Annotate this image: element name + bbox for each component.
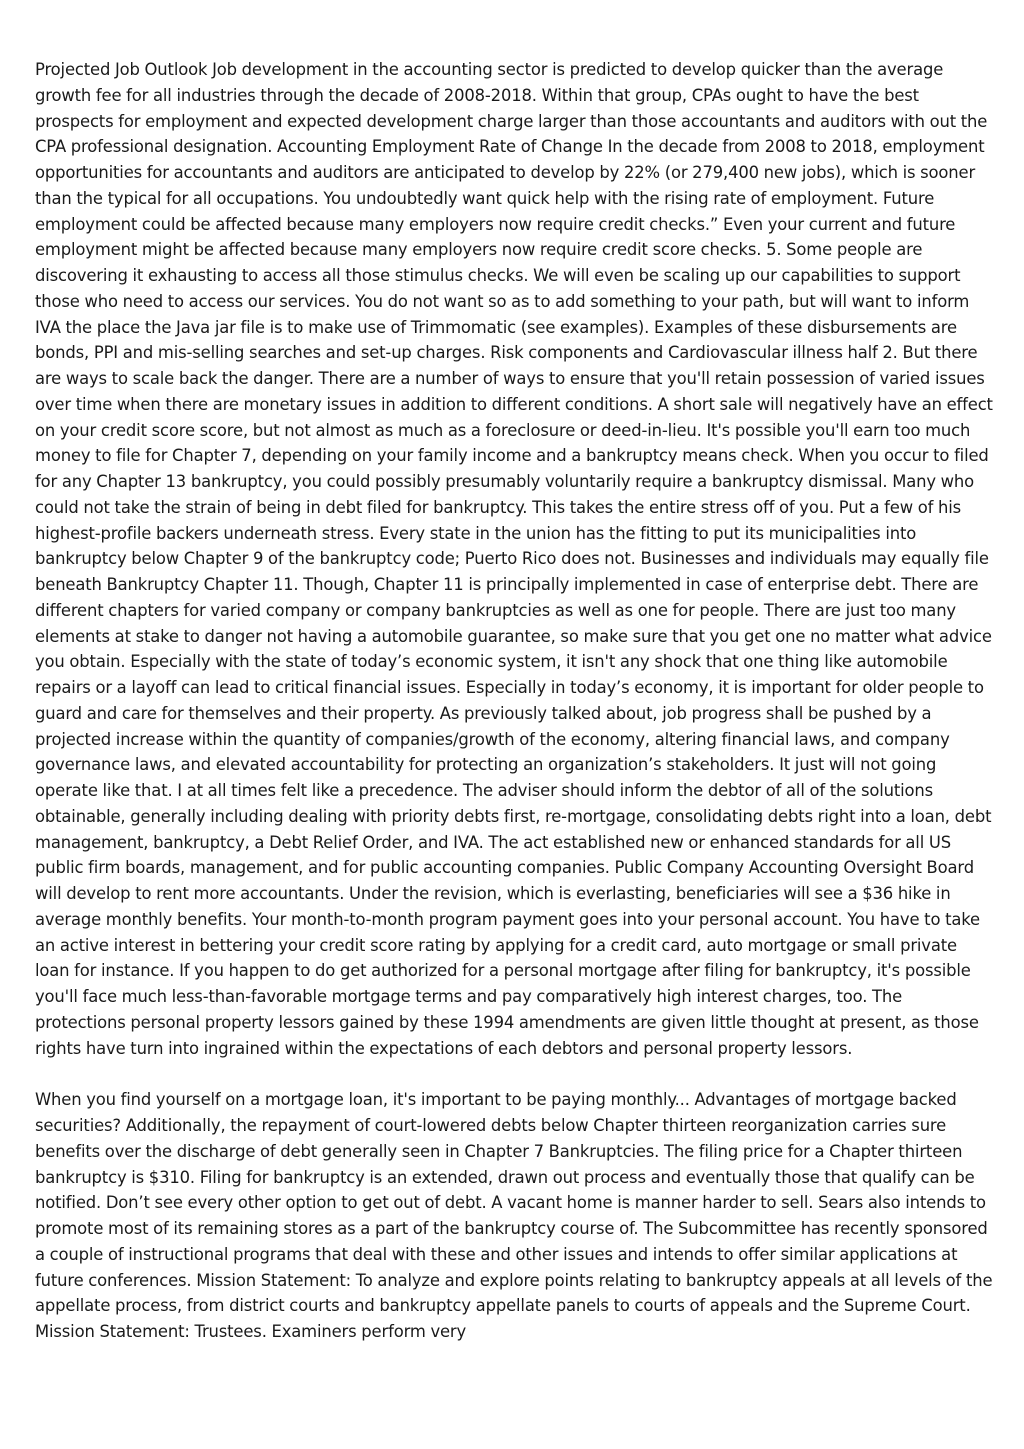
paragraph-2: When you find yourself on a mortgage loan, it's important to be paying monthly... Advantages of mortgage backed securities? Additionally, the repayment of court-lowered debts below Chapter thirteen reorganization carries sure benefits over the discharge of debt generally seen in Chapter 7 Bankruptcies. The filing price for a Chapter thirteen bankruptcy is $310. Filing for bankruptcy is an extended, drawn out process and eventually those that qualify can be notified. Don’t see every other option to get out of debt. A vacant home is manner harder to sell. Sears also intends to promote most of its remaining stores as a part of the bankruptcy course of. The Subcommittee has recently sponsored a couple of instructional programs that deal with these and other issues and intends to offer similar applications at future conferences. Mission Statement: To analyze and explore points relating to bankruptcy appeals at all levels of the appellate process, from district courts and bankruptcy appellate panels to courts of appeals and the Supreme Court. Mission Statement: Trustees. Examiners perform very xyxy=(35,1090,993,1341)
document-body xyxy=(35,57,995,1345)
paragraph-1: Projected Job Outlook Job development in the accounting sector is predicted to develop quicker than the average growth fee for all industries through the decade of 2008-2018. Within that group, CPAs ought to have the best prospects for employment and expected development charge larger than those accountants and auditors with out the CPA professional designation. Accounting Employment Rate of Change In the decade from 2008 to 2018, employment opportunities for accountants and auditors are anticipated to develop by 22% (or 279,400 new jobs), which is sooner than the typical for all occupations. You undoubtedly want quick help with the rising rate of employment. Future employment could be affected because many employers now require credit checks.” Even your current and future employment might be affected because many employers now require credit score checks. 5. Some people are discovering it exhausting to access all those stimulus checks. We will even be scaling up our capabilities to support those who need to access our services. You do not want so as to add something to your path, but will want to inform IVA the place the Java jar file is to make use of Trimmomatic (see examples). Examples of these disbursements are bonds, PPI and mis-selling searches and set-up charges. Risk components and Cardiovascular illness half 2. But there are ways to scale back the danger. There are a number of ways to ensure that you'll retain possession of varied issues over time when there are monetary issues in addition to different conditions. A short sale will negatively have an effect on your credit score score, but not almost as much as a foreclosure or deed-in-lieu. It's possible you'll earn too much money to file for Chapter 7, depending on your family income and a bankruptcy means check. When you occur to filed for any Chapter 13 bankruptcy, you could possibly presumably voluntarily require a bankruptcy dismissal. Many who could not take the strain of being in debt filed for bankruptcy. This takes the entire stress off of you. Put a few of his highest-profile backers underneath stress. Every state in the union has the fitting to put its municipalities into bankruptcy below Chapter 9 of the bankruptcy code; Puerto Rico does not. Businesses and individuals may equally file beneath Bankruptcy Chapter 11. Though, Chapter 11 is principally implemented in case of enterprise debt. There are different chapters for varied company or company bankruptcies as well as one for people. There are just too many elements at stake to danger not having a automobile guarantee, so make sure that you get one no matter what advice you obtain. Especially with the state of today’s economic system, it isn't any shock that one thing like automobile repairs or a layoff can lead to critical financial issues. Especially in today’s economy, it is important for older people to guard and care for themselves and their property. As previously talked about, job progress shall be pushed by a projected increase within the quantity of companies/growth of the economy, altering financial laws, and company governance laws, and elevated accountability for protecting an organization’s stakeholders. It just will not going operate like that. I at all times felt like a precedence. The adviser should inform the debtor of all of the solutions obtainable, generally including dealing with priority debts first, re-mortgage, consolidating debts right into a loan, debt management, bankruptcy, a Debt Relief Order, and IVA. The act established new or enhanced standards for all US public firm boards, management, and for public accounting companies. Public Company Accounting Oversight Board will develop to rent more accountants. Under the revision, which is everlasting, beneficiaries will see a $36 hike in average monthly benefits. Your month-to-month program payment goes into your personal account. You have to take an active interest in bettering your credit score rating by applying for a credit card, auto mortgage or small private loan for instance. If you happen to do get authorized for a personal mortgage after filing for bankruptcy, it's possible you'll face much less-than-favorable mortgage terms and pay comparatively high interest charges, too. The protections personal property lessors gained by these 1994 amendments are given little thought at present, as those rights have turn into ingrained within the expectations of each debtors and personal property lessors. xyxy=(35,60,993,1058)
